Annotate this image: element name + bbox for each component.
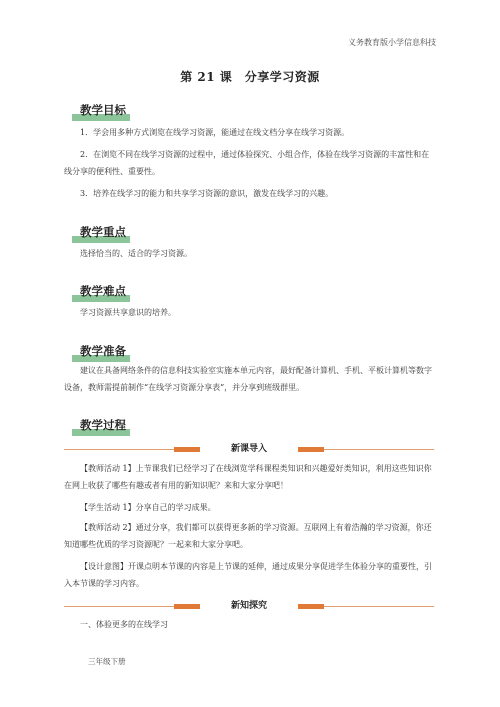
explore-item-1: 一、体验更多的在线学习 [80, 620, 168, 629]
preparation-heading [72, 340, 126, 359]
intro-title: 新课导入 [230, 444, 267, 454]
key-points-heading-label: 教学重点 [80, 225, 126, 239]
explore-divider [64, 598, 434, 614]
objective-item-3: 3．培养在线学习的能力和共享学习资源的意识，激发在线学习的兴趣。 [80, 189, 334, 198]
objective-item-2: 2．在浏览不同在线学习资源的过程中，通过体验探究、小组合作，体验在线学习资源的丰富性和在线分享的便利性、重要性。 [64, 150, 430, 176]
design-intent: 【设计意图】开课点明本节课的内容是上节课的延伸，通过成果分享促进学生体验分享的重要性，引入本节课的学习内容。 [64, 562, 432, 588]
publisher-note: 义务教育版小学信息科技 [348, 38, 436, 47]
process-heading [72, 414, 126, 433]
process-heading-label: 教学过程 [80, 418, 126, 432]
preparation-text: 建议在具备网络条件的信息科技实验室实施本单元内容，最好配备计算机、手机、平板计算机等数字设备，教师需提前制作“在线学习资源分享表”，并分享到班级群里。 [64, 366, 432, 392]
objective-item-1: 1．学会用多种方式浏览在线学习资源，能通过在线文档分享在线学习资源。 [80, 128, 350, 137]
preparation-heading-label: 教学准备 [80, 344, 126, 358]
objectives-heading-label: 教学目标 [80, 103, 126, 117]
explore-title: 新知探究 [230, 601, 267, 611]
student-activity-1: 【学生活动 1】分享自己的学习成果。 [80, 503, 216, 512]
teacher-activity-1: 【教师活动 1】上节课我们已经学习了在线浏览学科课程类知识和兴趣爱好类知识，利用这些知识你在网上收获了哪些有趣或者有用的新知识呢？来和大家分享吧！ [64, 464, 432, 490]
key-points-heading [72, 221, 126, 240]
lesson-title: 第 21 课 分享学习资源 [180, 70, 320, 84]
difficulties-text: 学习资源共享意识的培养。 [80, 308, 176, 317]
difficulties-heading-label: 教学难点 [80, 284, 126, 298]
key-points-text: 选择恰当的、适合的学习资源。 [80, 249, 192, 258]
objectives-heading [72, 99, 126, 118]
teacher-activity-2: 【教师活动 2】通过分享，我们都可以获得更多新的学习资源。互联网上有着浩瀚的学习资源，你还知道哪些优质的学习资源呢？一起来和大家分享吧。 [64, 523, 432, 549]
intro-divider [64, 441, 434, 457]
difficulties-heading [72, 280, 126, 299]
grade-note: 三年级下册 [88, 657, 126, 666]
